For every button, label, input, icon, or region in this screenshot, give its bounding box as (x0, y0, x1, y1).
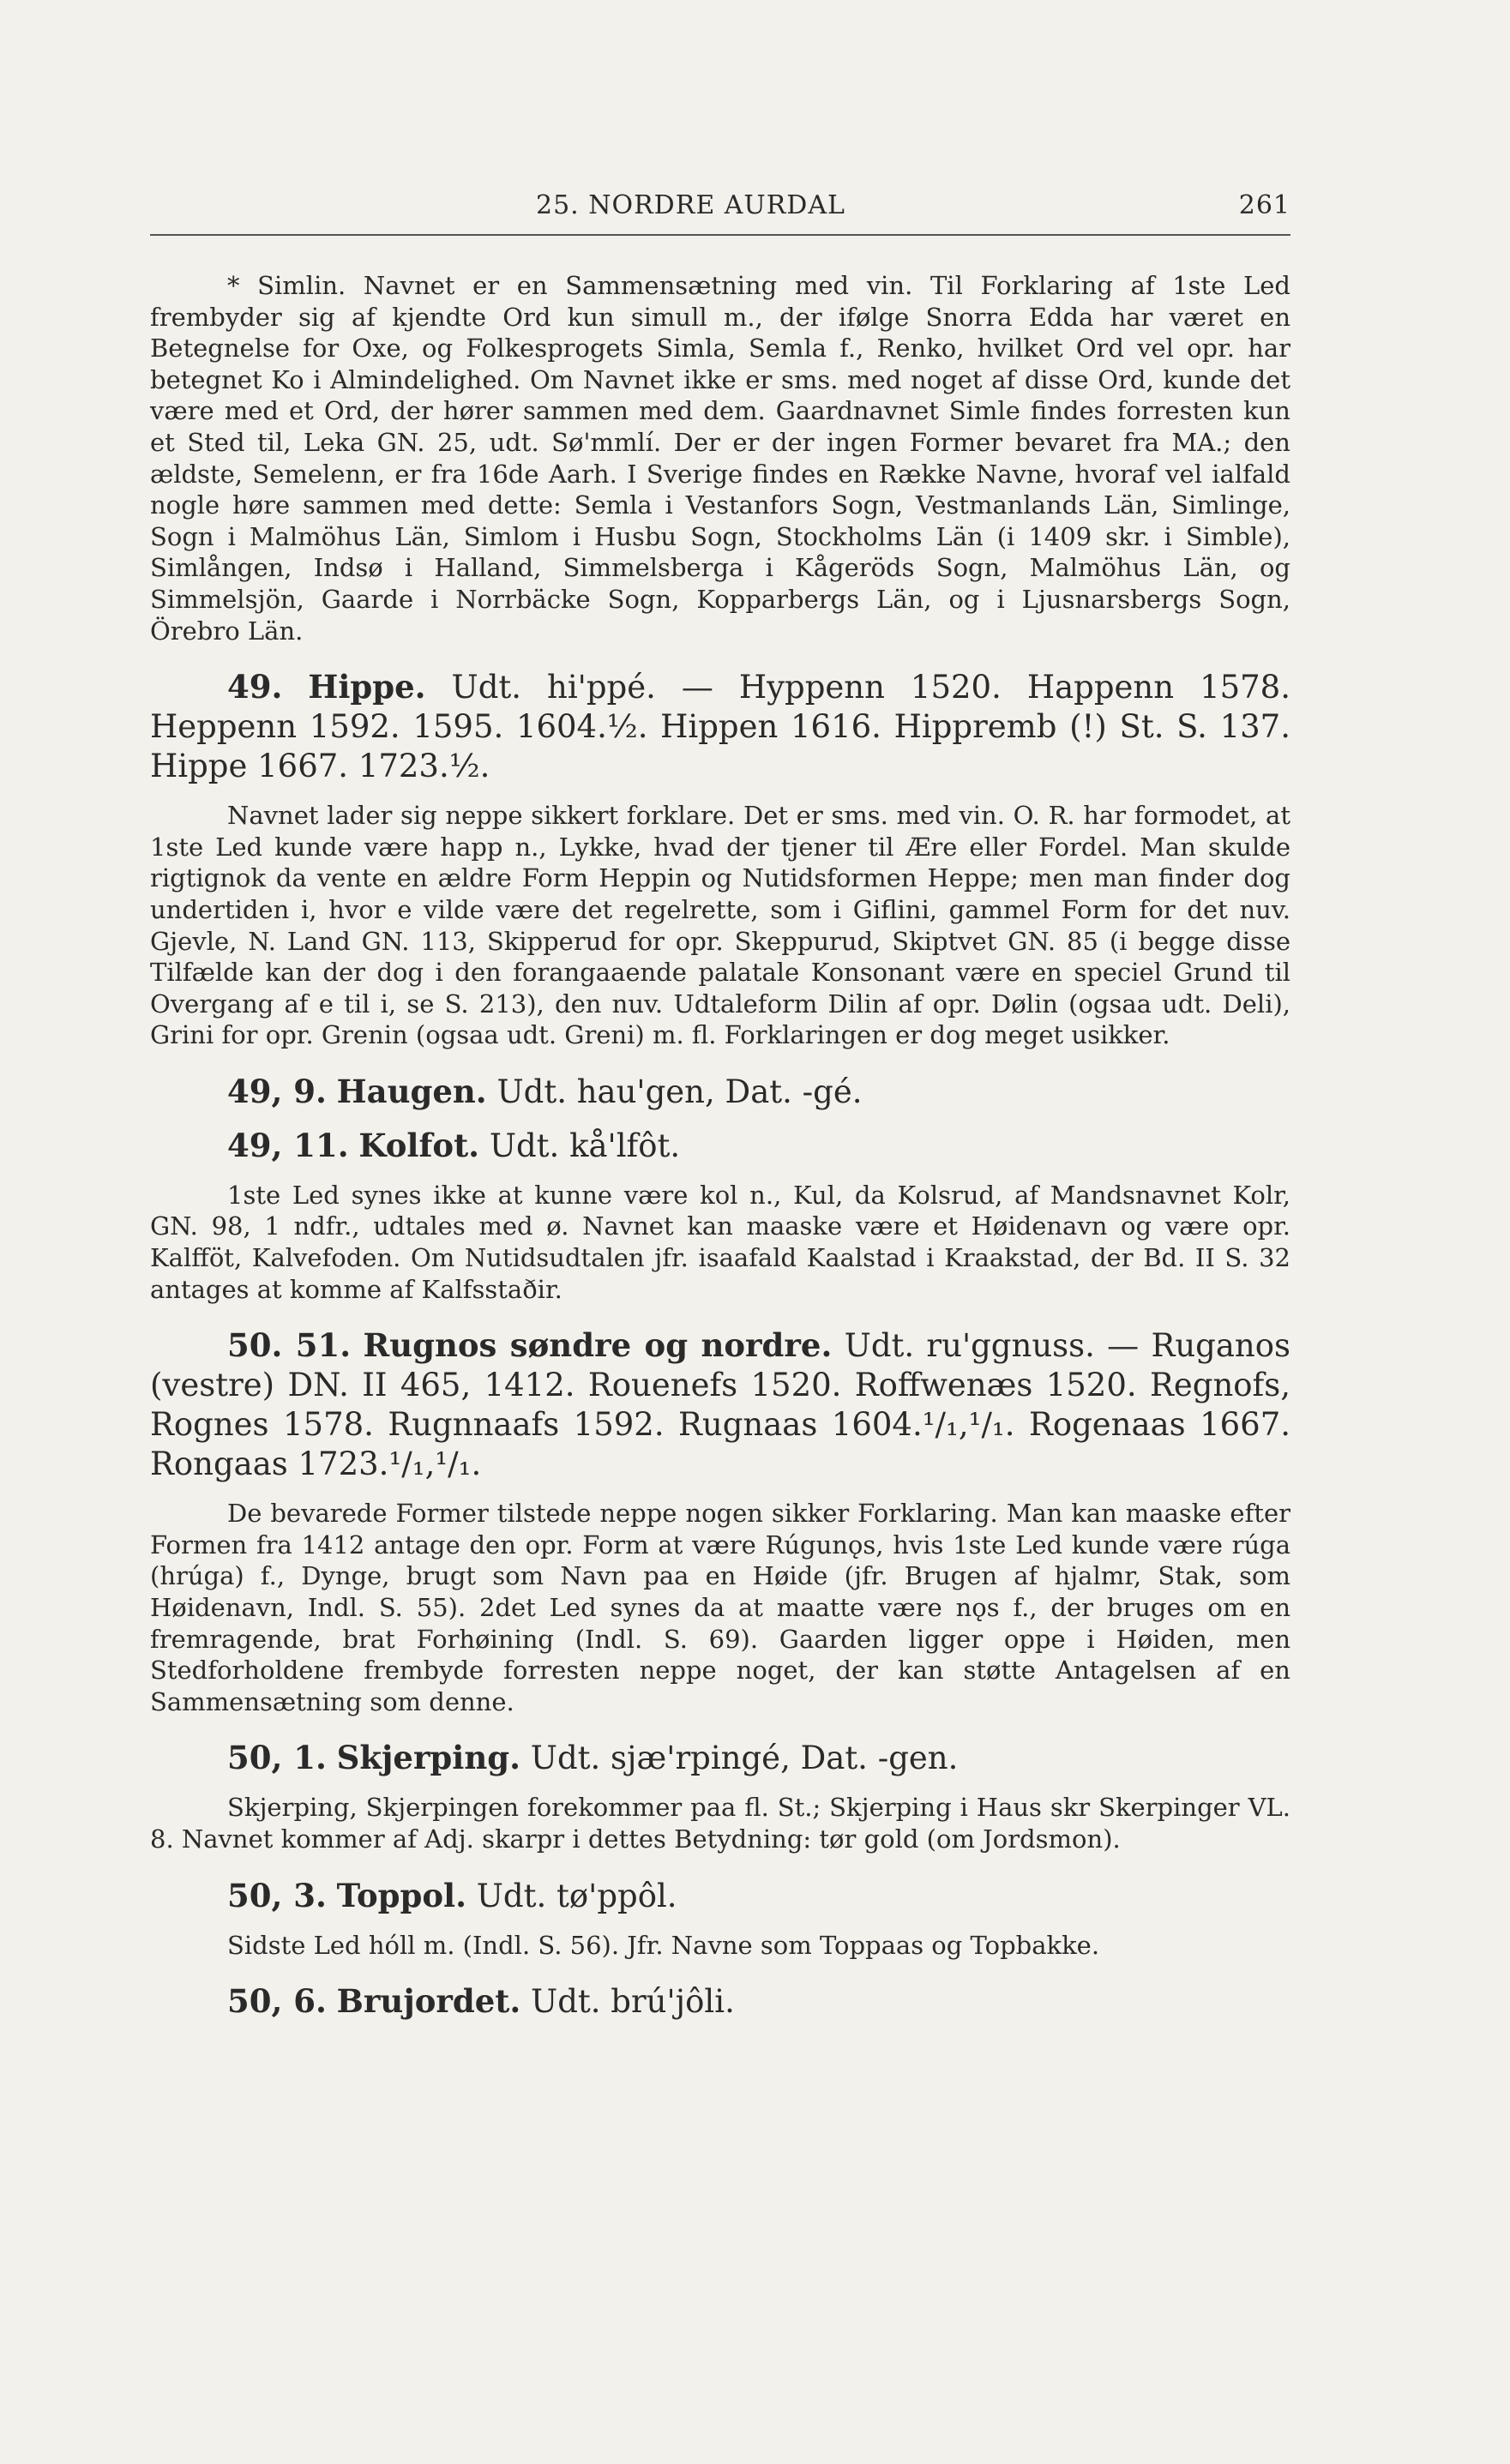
entry-kolfot-text: 1ste Led synes ikke at kunne være kol n., Kul, da Kolsrud, af Mandsnavnet Kolr, GN. 98, 1 ndfr., udtales med ø. Navnet kan maaske være et Høidenavn og være opr. Kalfföt, Kalvefoden. Om Nutidsudtalen jfr. isaafald Kaalstad i Kraakstad, der Bd. II S. 32 antages at komme af Kalfsstaðir. (150, 1180, 1290, 1304)
entry-skjerping-heading (150, 1738, 1290, 1778)
entry-name: Skjerping. (336, 1739, 521, 1777)
entry-name: Kolfot. (358, 1126, 480, 1164)
entry-name: Toppol. (336, 1876, 466, 1914)
entry-simlin-text: * Simlin. Navnet er en Sammensætning med vin. Til Forklaring af 1ste Led frembyder sig af kjendte Ord kun simull m., der ifølge Snorra Edda har været en Betegnelse for Oxe, og Folkesprogets Simla, Semla f., Renko, hvilket Ord vel opr. har betegnet Ko i Almindelighed. Om Navnet ikke er sms. med noget af disse Ord, kunde det være med et Ord, der hører sammen med dem. Gaardnavnet Simle findes forresten kun et Sted til, Leka GN. 25, udt. Sø'mmlí. Der er der ingen Former bevaret fra MA.; den ældste, Semelenn, er fra 16de Aarh. I Sverige findes en Række Navne, hvoraf vel ialfald nogle høre sammen med dette: Semla i Vestanfors Sogn, Vestmanlands Län, Simlinge, Sogn i Malmöhus Län, Simlom i Husbu Sogn, Stockholms Län (i 1409 skr. i Simble), Simlången, Indsø i Halland, Simmelsberga i Kågeröds Sogn, Malmöhus Län, og Simmelsjön, Gaarde i Norrbäcke Sogn, Kopparbergs Län, og i Ljusnarsbergs Sogn, Örebro Län. (150, 271, 1290, 646)
entry-forms: Udt. kå'lfôt. (489, 1127, 681, 1164)
entry-number: 50, 1. (227, 1739, 327, 1777)
page-number: 261 (1238, 190, 1290, 220)
entry-forms: Udt. ru'ggnuss. — Ruganos (vestre) DN. II 465, 1412. Rouenefs 1520. Roffwenæs 1520. Regnofs, Rognes 1578. Rugnnaafs 1592. Rugnaas 1604.¹/₁,¹/₁. Rogenaas 1667. Rongaas 1723.¹/₁,¹/₁. (150, 1327, 1290, 1483)
body-text (150, 270, 1290, 2022)
entry-hippe-text: Navnet lader sig neppe sikkert forklare. Det er sms. med vin. O. R. har formodet, at 1ste Led kunde være happ n., Lykke, hvad der tjener til Ære eller Fordel. Man skulde rigtignok da vente en ældre Form Heppin og Nutidsformen Heppe; men man finder dog undertiden i, hvor e vilde være det regelrette, som i Giflini, gammel Form for det nuv. Gjevle, N. Land GN. 113, Skipperud for opr. Skeppurud, Skiptvet GN. 85 (i begge disse Tilfælde kan der dog i den forangaaende palatale Konsonant være en speciel Grund til Overgang af e til i, se S. 213), den nuv. Udtaleform Dilin af opr. Dølin (ogsaa udt. Deli), Grini for opr. Grenin (ogsaa udt. Greni) m. fl. Forklaringen er dog meget usikker. (150, 801, 1290, 1050)
entry-forms: Udt. sjæ'rpingé, Dat. -gen. (530, 1740, 959, 1777)
page-header (150, 182, 1290, 233)
entry-forms: Udt. tø'ppôl. (476, 1877, 677, 1914)
entry-name: Hippe. (308, 668, 426, 706)
entry-toppol-heading (150, 1876, 1290, 1916)
entry-rugnos-text: De bevarede Former tilstede neppe nogen sikker Forklaring. Man kan maaske efter Formen fra 1412 antage den opr. Form at være Rúgunǫs, hvis 1ste Led kunde være rúga (hrúga) f., Dynge, brugt som Navn paa en Høide (jfr. Brugen af hjalmr, Stak, som Høidenavn, Indl. S. 55). 2det Led synes da at maatte være nǫs f., der bruges om en fremragende, brat Forhøining (Indl. S. 69). Gaarden ligger oppe i Høiden, men Stedforholdene frembyde forresten neppe noget, der kan støtte Antagelsen af en Sammensætning som denne. (150, 1499, 1290, 1716)
entry-skjerping-text: Skjerping, Skjerpingen forekommer paa fl. St.; Skjerping i Haus skr Skerpinger VL. 8. Navnet kommer af Adj. skarpr i dettes Betydning: tør gold (om Jordsmon). (150, 1793, 1290, 1854)
entry-number: 50, 6. (227, 1982, 327, 2021)
entry-number: 49, 9. (227, 1072, 327, 1110)
entry-number: 50. 51. (227, 1326, 352, 1365)
entry-number: 49. (227, 668, 283, 706)
entry-forms: Udt. hi'ppé. — Hyppenn 1520. Happenn 1578. Heppenn 1592. 1595. 1604.½. Hippen 1616. Hippremb (!) St. S. 137. Hippe 1667. 1723.½. (150, 669, 1290, 785)
entry-name: Rugnos søndre og nordre. (363, 1326, 833, 1365)
entry-toppol-text: Sidste Led hóll m. (Indl. S. 56). Jfr. Navne som Toppaas og Topbakke. (227, 1930, 1100, 1960)
entry-number: 49, 11. (227, 1126, 349, 1164)
entry-hippe-heading (150, 667, 1290, 786)
entry-forms: Udt. brú'jôli. (531, 1983, 735, 2021)
entry-haugen-heading (150, 1072, 1290, 1112)
entry-brujordet-heading (150, 1981, 1290, 2022)
entry-forms: Udt. hau'gen, Dat. -gé. (496, 1073, 863, 1110)
entry-rugnos-heading (150, 1325, 1290, 1484)
entry-number: 50, 3. (227, 1876, 327, 1914)
header-rule (150, 234, 1290, 236)
entry-name: Haugen. (336, 1072, 487, 1110)
entry-kolfot-heading (150, 1126, 1290, 1166)
section-title: 25. NORDRE AURDAL (536, 190, 845, 220)
entry-name: Brujordet. (336, 1982, 521, 2021)
